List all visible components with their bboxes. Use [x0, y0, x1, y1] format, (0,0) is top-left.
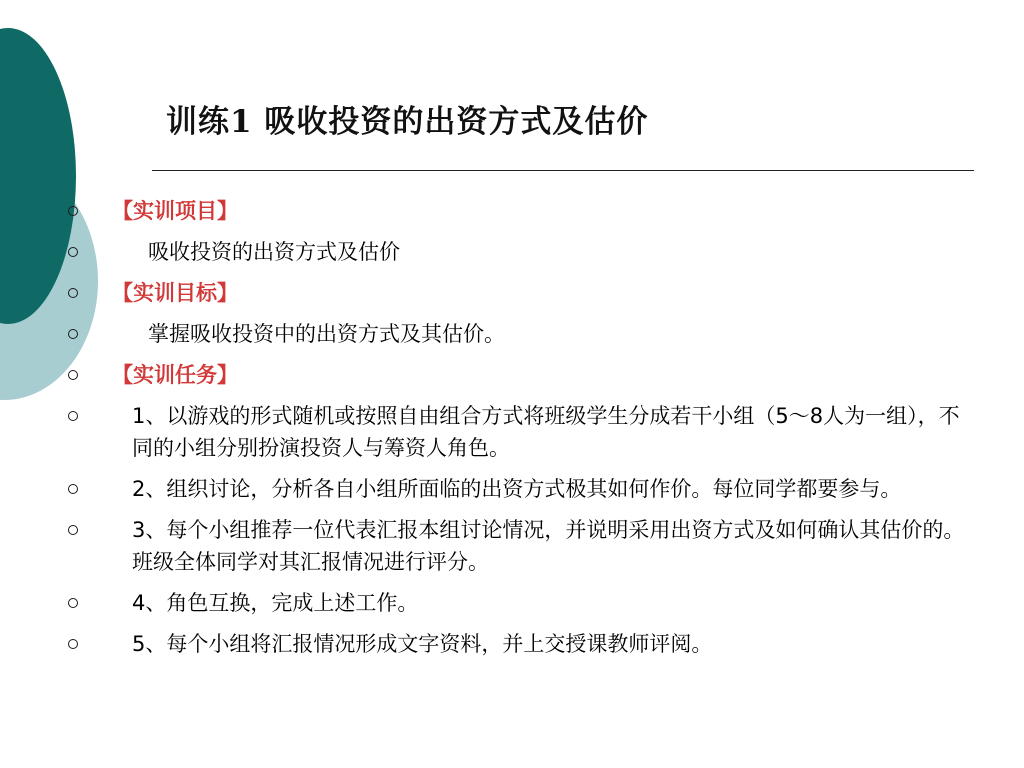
section-label: 【实训项目】	[112, 199, 238, 223]
bullet-item-task-1	[68, 400, 968, 464]
hollow-circle-bullet-icon	[68, 288, 78, 298]
bullet-item-project	[68, 236, 968, 268]
bullet-text: 1、以游戏的形式随机或按照自由组合方式将班级学生分成若干小组（5～8人为一组），不同的小组分别扮演投资人与筹资人角色。	[132, 404, 960, 460]
slide-title: 训练1 吸收投资的出资方式及估价	[166, 104, 649, 140]
hollow-circle-bullet-icon	[68, 370, 78, 380]
title-divider	[152, 170, 974, 171]
hollow-circle-bullet-icon	[68, 598, 78, 608]
bullet-item-task-label	[68, 359, 968, 391]
bullet-text: 2、组织讨论，分析各自小组所面临的出资方式极其如何作价。每位同学都要参与。	[132, 477, 902, 501]
hollow-circle-bullet-icon	[68, 525, 78, 535]
hollow-circle-bullet-icon	[68, 206, 78, 216]
bullet-text: 掌握吸收投资中的出资方式及其估价。	[148, 322, 505, 346]
hollow-circle-bullet-icon	[68, 484, 78, 494]
bullet-text: 3、每个小组推荐一位代表汇报本组讨论情况，并说明采用出资方式及如何确认其估价的。班级全体同学对其汇报情况进行评分。	[132, 518, 965, 574]
bullet-item-goal-label	[68, 277, 968, 309]
hollow-circle-bullet-icon	[68, 247, 78, 257]
bullet-item-task-5	[68, 628, 968, 660]
bullet-list	[68, 195, 968, 669]
bullet-item-task-4	[68, 587, 968, 619]
bullet-item-goal	[68, 318, 968, 350]
hollow-circle-bullet-icon	[68, 411, 78, 421]
hollow-circle-bullet-icon	[68, 639, 78, 649]
section-label: 【实训任务】	[112, 363, 238, 387]
bullet-item-task-2	[68, 473, 968, 505]
hollow-circle-bullet-icon	[68, 329, 78, 339]
section-label: 【实训目标】	[112, 281, 238, 305]
bullet-item-task-3	[68, 514, 968, 578]
bullet-item-project-label	[68, 195, 968, 227]
bullet-text: 吸收投资的出资方式及估价	[148, 240, 400, 264]
bullet-text: 5、每个小组将汇报情况形成文字资料，并上交授课教师评阅。	[132, 632, 713, 656]
bullet-text: 4、角色互换，完成上述工作。	[132, 591, 419, 615]
